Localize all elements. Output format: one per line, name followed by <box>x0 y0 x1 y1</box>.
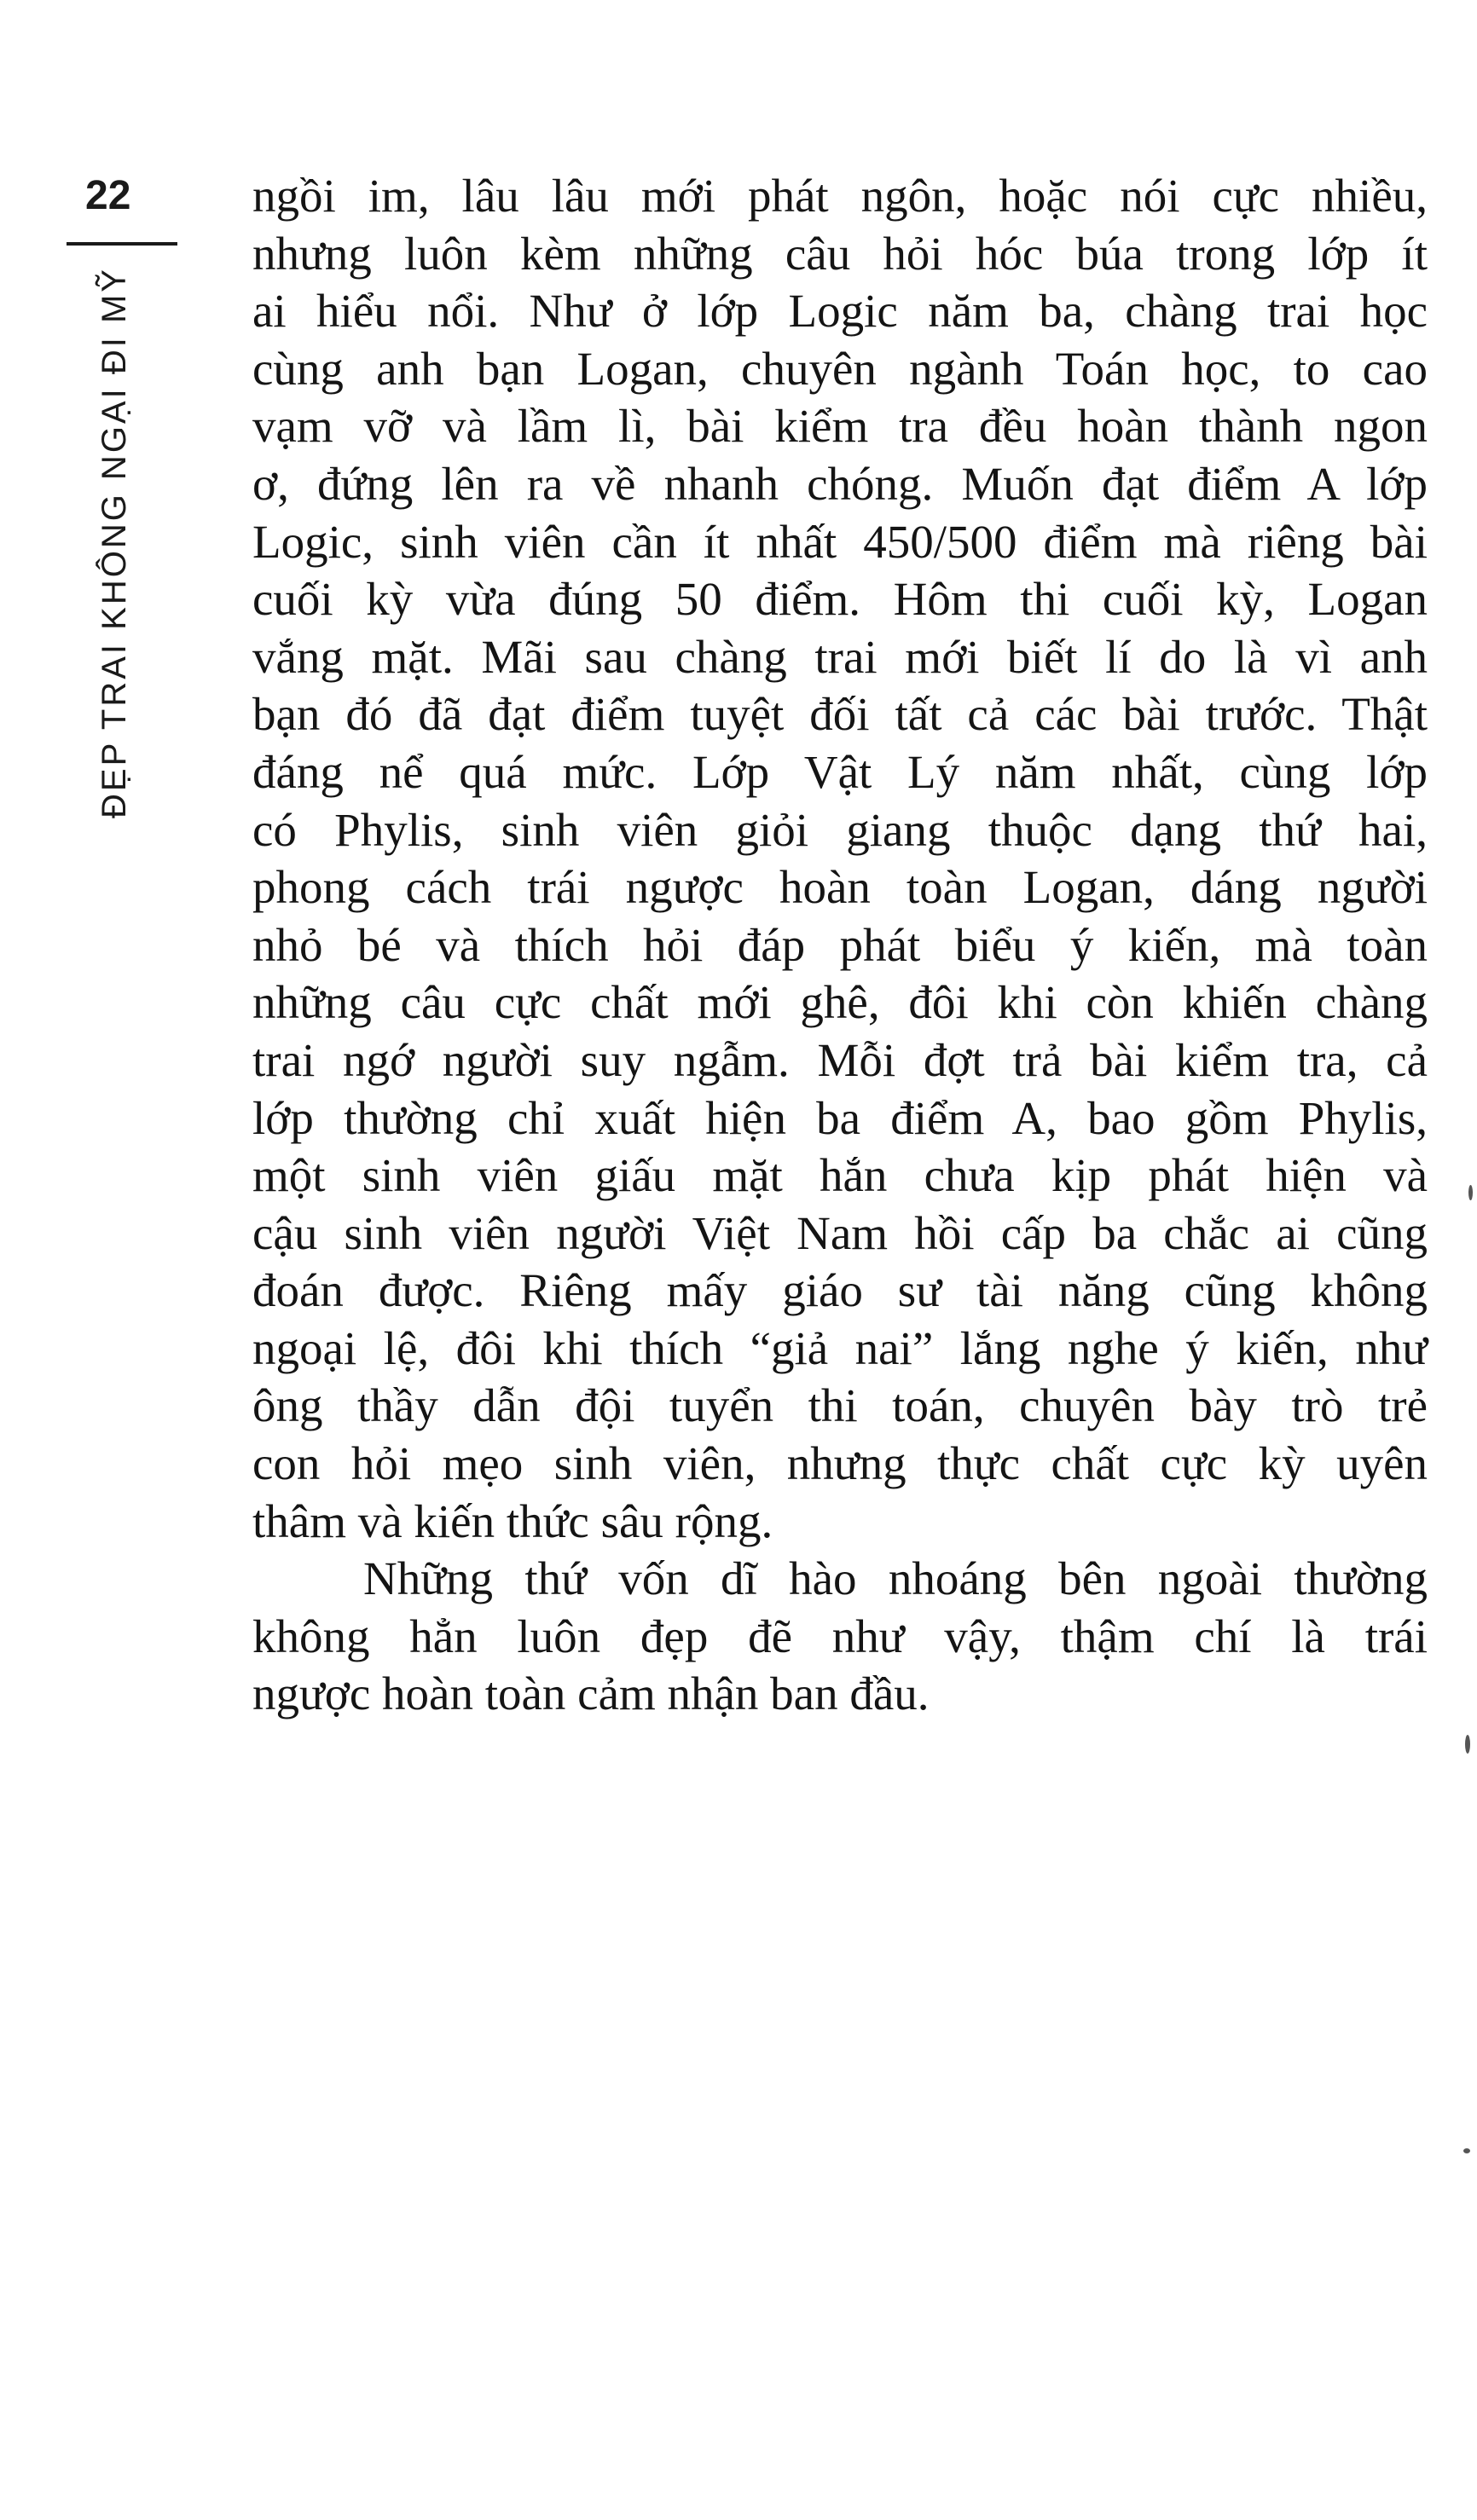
text-line: ai hiểu nổi. Như ở lớp Logic năm ba, chàng trai học <box>252 285 1428 338</box>
running-title: ĐẸP TRAI KHÔNG NGẠI ĐI MỸ <box>96 267 133 818</box>
text-line: những câu cực chất mới ghê, đôi khi còn khiến chàng <box>252 976 1428 1029</box>
text-line: Logic, sinh viên cần ít nhất 450/500 điểm mà riêng bài <box>252 515 1428 568</box>
header-rule <box>67 242 177 246</box>
text-line: ông thầy dẫn đội tuyển thi toán, chuyên bày trò trẻ <box>252 1379 1428 1432</box>
text-line: bạn đó đã đạt điểm tuyệt đối tất cả các bài trước. Thật <box>252 688 1428 741</box>
text-line: vắng mặt. Mãi sau chàng trai mới biết lí do là vì anh <box>252 630 1428 683</box>
text-line: thâm và kiến thức sâu rộng. <box>252 1494 773 1547</box>
text-line: trai ngớ người suy ngẫm. Mỗi đợt trả bài kiểm tra, cả <box>252 1033 1428 1086</box>
text-line: nhưng luôn kèm những câu hỏi hóc búa trong lớp ít <box>252 227 1428 280</box>
text-line: cậu sinh viên người Việt Nam hồi cấp ba chắc ai cũng <box>252 1206 1428 1259</box>
text-line: ơ, đứng lên ra về nhanh chóng. Muốn đạt điểm A lớp <box>252 457 1428 510</box>
paragraph <box>252 167 1428 1550</box>
text-line: có Phylis, sinh viên giỏi giang thuộc dạng thứ hai, <box>252 803 1428 856</box>
scan-speck <box>1465 1735 1470 1754</box>
text-line: cùng anh bạn Logan, chuyên ngành Toán học, to cao <box>252 342 1428 395</box>
text-line: một sinh viên giấu mặt hắn chưa kịp phát hiện và <box>252 1149 1428 1202</box>
scan-speck <box>1468 1185 1473 1200</box>
text-line: lớp thường chỉ xuất hiện ba điểm A, bao gồm Phylis, <box>252 1091 1428 1144</box>
text-line: vạm vỡ và lầm lì, bài kiểm tra đều hoàn thành ngon <box>252 400 1428 453</box>
text-line: phong cách trái ngược hoàn toàn Logan, dáng người <box>252 861 1428 914</box>
paragraph <box>252 1550 1428 1723</box>
scan-speck <box>1463 2148 1470 2153</box>
text-line: đoán được. Riêng mấy giáo sư tài năng cũng không <box>252 1264 1428 1317</box>
text-line: ngồi im, lâu lâu mới phát ngôn, hoặc nói cực nhiều, <box>252 170 1428 222</box>
body-text <box>252 167 1428 1723</box>
text-line: ngược hoàn toàn cảm nhận ban đầu. <box>252 1667 930 1720</box>
text-line: nhỏ bé và thích hỏi đáp phát biểu ý kiến, mà toàn <box>252 918 1428 971</box>
page-number: 22 <box>85 173 131 218</box>
text-line: ngoại lệ, đôi khi thích “giả nai” lắng nghe ý kiến, như <box>252 1321 1428 1374</box>
text-line: không hẳn luôn đẹp đẽ như vậy, thậm chí là trái <box>252 1610 1428 1662</box>
text-line: đáng nể quá mức. Lớp Vật Lý năm nhất, cùng lớp <box>252 745 1428 798</box>
text-line: Những thứ vốn dĩ hào nhoáng bên ngoài thường <box>363 1552 1428 1605</box>
text-line: cuối kỳ vừa đúng 50 điểm. Hôm thi cuối kỳ, Logan <box>252 573 1428 626</box>
text-line: con hỏi mẹo sinh viên, nhưng thực chất cực kỳ uyên <box>252 1437 1428 1490</box>
